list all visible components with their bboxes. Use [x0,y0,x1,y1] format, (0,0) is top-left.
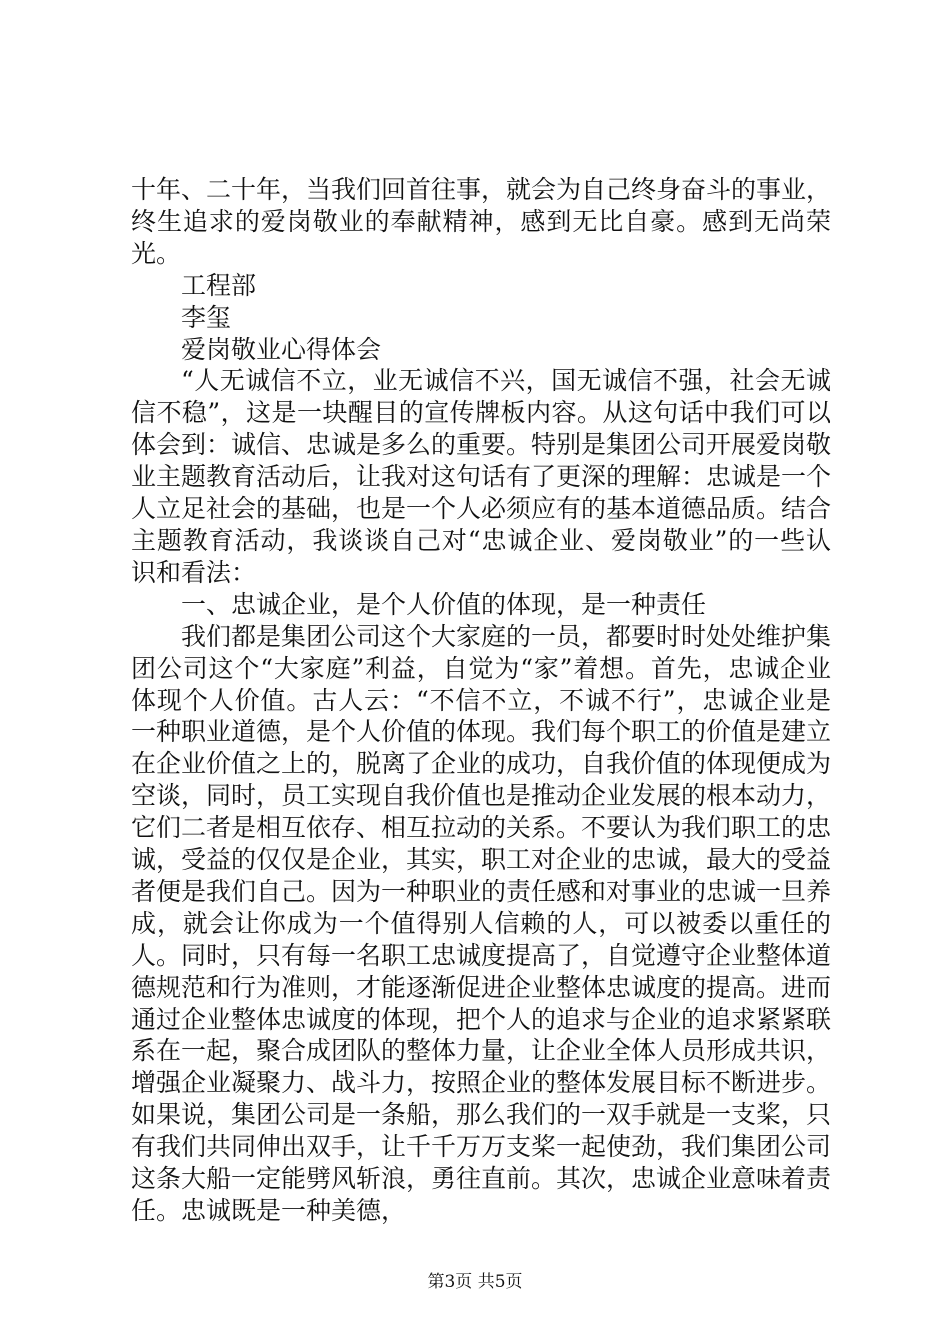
department-name: 工程部 [181,270,257,300]
document-body [131,174,831,1227]
page-number-footer: 第3页 共5页 [427,1272,523,1292]
paragraph-body: 我们都是集团公司这个大家庭的一员，都要时时处处维护集团公司这个“大家庭”利益，自觉为“家”着想。首先，忠诚企业体现个人价值。古人云：“不信不立，不诚不行”，忠诚企业是一种职业道德，是个人价值的体现。我们每个职工的价值是建立在企业价值之上的，脱离了企业的成功，自我价值的体现便成为空谈，同时，员工实现自我价值也是推动企业发展的根本动力，它们二者是相互依存、相互拉动的关系。不要认为我们职工的忠诚，受益的仅仅是企业，其实，职工对企业的忠诚，最大的受益者便是我们自己。因为一种职业的责任感和对事业的忠诚一旦养成，就会让你成为一个值得别人信赖的人，可以被委以重任的人。同时，只有每一名职工忠诚度提高了，自觉遵守企业整体道德规范和行为准则，才能逐渐促进企业整体忠诚度的提高。进而通过企业整体忠诚度的体现，把个人的追求与企业的追求紧紧联系在一起，聚合成团队的整体力量，让企业全体人员形成共识，增强企业凝聚力、战斗力，按照企业的整体发展目标不断进步。如果说，集团公司是一条船，那么我们的一双手就是一支桨，只有我们共同伸出双手，让千千万万支桨一起使劲，我们集团公司这条大船一定能劈风斩浪，勇往直前。其次，忠诚企业意味着责任。忠诚既是一种美德， [131,621,832,1225]
subheading: 一、忠诚企业，是个人价值的体现，是一种责任 [181,589,707,619]
section-title: 爱岗敬业心得体会 [181,334,382,364]
author-name: 李玺 [181,302,232,332]
paragraph-continuation: 十年、二十年，当我们回首往事，就会为自己终身奋斗的事业，终生追求的爱岗敬业的奉献精神，感到无比自豪。感到无尚荣光。 [131,175,832,268]
paragraph-intro: “人无诚信不立，业无诚信不兴，国无诚信不强，社会无诚信不稳”，这是一块醒目的宣传牌板内容。从这句话中我们可以体会到：诚信、忠诚是多么的重要。特别是集团公司开展爱岗敬业主题教育活动后，让我对这句话有了更深的理解：忠诚是一个人立足社会的基础，也是一个人必须应有的基本道德品质。结合主题教育活动，我谈谈自己对“忠诚企业、爱岗敬业”的一些认识和看法： [131,366,832,587]
